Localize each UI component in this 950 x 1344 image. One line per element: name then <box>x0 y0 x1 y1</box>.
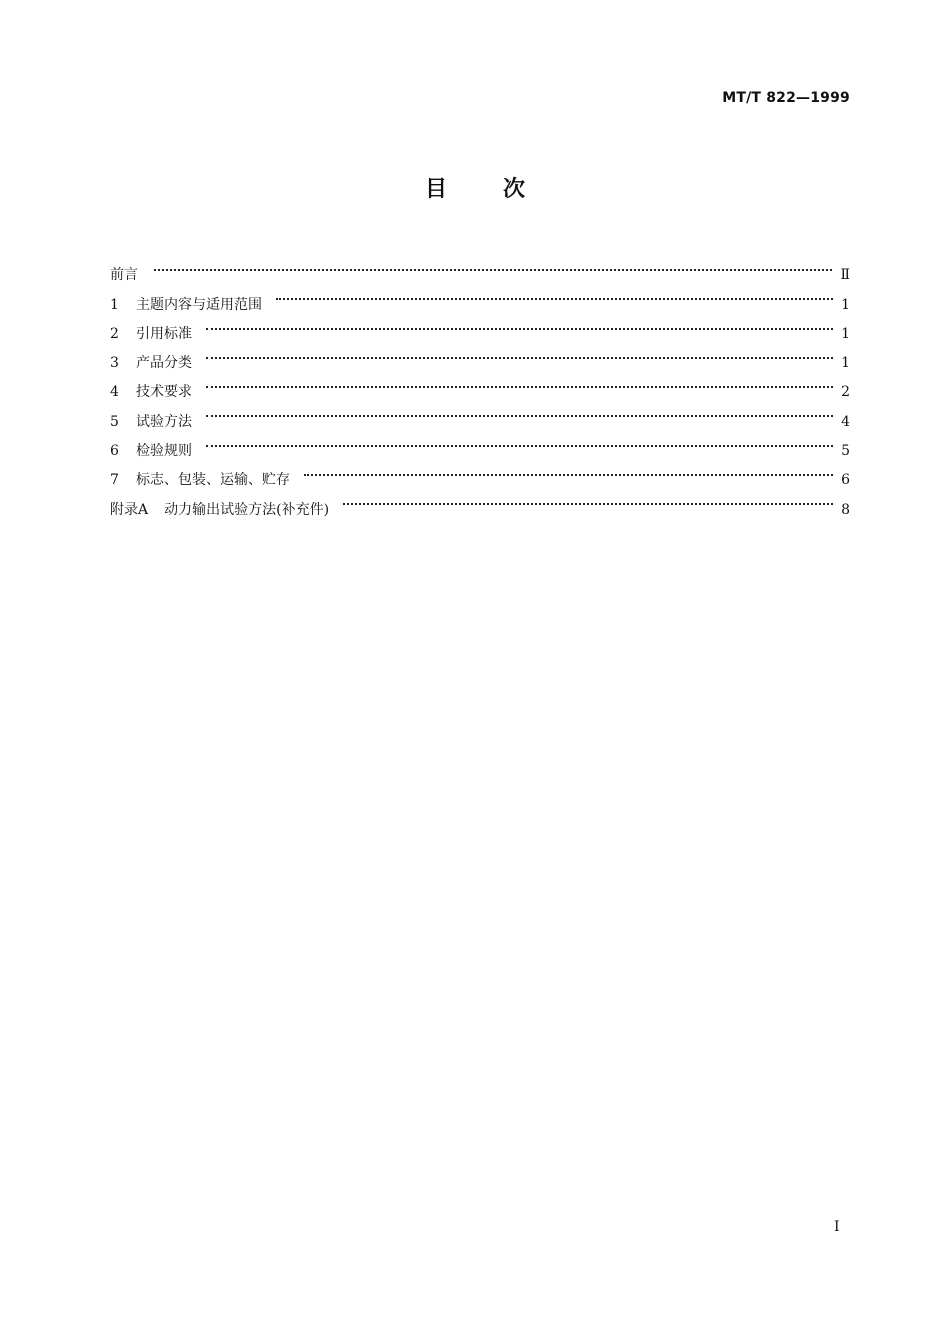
toc-entry-number: 5 <box>110 413 119 430</box>
toc-entry-label: 检验规则 <box>136 443 192 460</box>
toc-entry-6[interactable] <box>110 426 850 460</box>
toc-leader-dots <box>343 484 833 513</box>
toc-entry-number: 7 <box>110 472 119 489</box>
toc-entry-page: 6 <box>841 472 850 489</box>
toc-leader-dots <box>276 279 833 308</box>
toc-entry-label: 引用标准 <box>136 325 192 342</box>
toc-entry-page: 1 <box>841 296 850 313</box>
toc-entry-label: 技术要求 <box>136 384 192 401</box>
toc-entry-number: 6 <box>110 443 119 460</box>
toc-entry-number: 附录A <box>110 501 149 518</box>
toc-entry-page: 5 <box>841 443 850 460</box>
toc-entry-label: 前言 <box>110 267 138 284</box>
toc-entry-5[interactable] <box>110 396 850 430</box>
toc-leader-dots <box>154 250 832 279</box>
toc-entry-number: 4 <box>110 384 119 401</box>
toc-leader-dots <box>304 455 833 484</box>
toc-entry-page: 1 <box>841 325 850 342</box>
toc-leader-dots <box>206 309 833 338</box>
toc-leader-dots <box>206 367 833 396</box>
title-char-1: 目 <box>424 177 447 202</box>
page-title <box>0 172 950 203</box>
toc-entry-page: 4 <box>841 413 850 430</box>
toc-entry-page: 2 <box>841 384 850 401</box>
toc-entry-label: 动力输出试验方法(补充件) <box>164 501 330 518</box>
toc-entry-page: Ⅱ <box>840 267 850 284</box>
toc-entry-7[interactable] <box>110 455 850 489</box>
toc-entry-number: 3 <box>110 355 119 372</box>
toc-entry-2[interactable] <box>110 309 850 342</box>
page-number: I <box>834 1219 840 1235</box>
standard-code: MT/T 822—1999 <box>722 90 850 106</box>
toc-entry-4[interactable] <box>110 367 850 401</box>
toc-leader-dots <box>206 396 833 425</box>
toc-entry-preface[interactable] <box>110 250 850 284</box>
toc-entry-label: 主题内容与适用范围 <box>136 296 262 313</box>
toc-entry-page: 8 <box>841 501 850 518</box>
table-of-contents <box>110 250 850 518</box>
toc-entry-1[interactable] <box>110 279 850 313</box>
toc-entry-3[interactable] <box>110 338 850 372</box>
toc-entry-label: 标志、包装、运输、贮存 <box>136 472 290 489</box>
toc-entry-page: 1 <box>841 355 850 372</box>
title-char-2: 次 <box>503 177 526 202</box>
toc-entry-label: 试验方法 <box>136 413 192 430</box>
toc-entry-number: 2 <box>110 325 119 342</box>
toc-leader-dots <box>206 338 833 367</box>
toc-leader-dots <box>206 426 833 455</box>
toc-entry-number: 1 <box>110 296 119 313</box>
toc-entry-label: 产品分类 <box>136 355 192 372</box>
